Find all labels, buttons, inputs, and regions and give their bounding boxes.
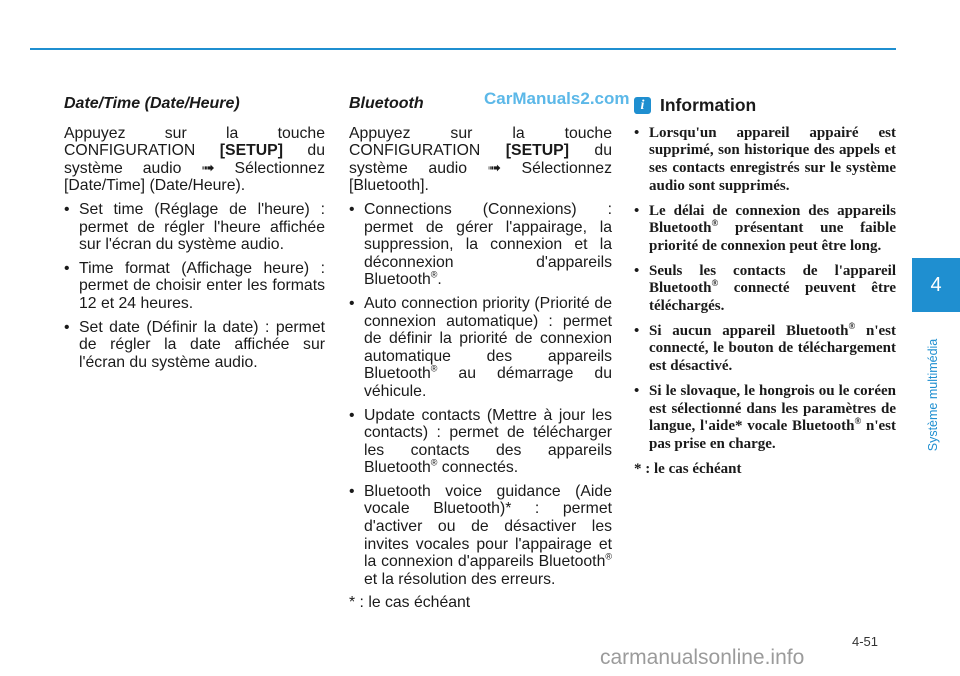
info-header [634, 97, 896, 115]
intro-text: Appuyez sur la touche CONFIGURATION [349, 124, 612, 160]
watermark-bottom: carmanualsonline.info [600, 646, 805, 669]
date-time-section [64, 95, 325, 377]
setup-key-label: [SETUP] [505, 142, 569, 160]
page-number: 4-51 [852, 634, 879, 649]
list-item: • Lorsqu'un appareil appairé est supprimé, son historique des appels et ses contacts enregistrés sur le système audio sont supprimés. [634, 125, 896, 196]
list-item: • Si aucun appareil Bluetooth® n'est connecté, le bouton de téléchargement est désactivé. [634, 323, 896, 376]
option-list [64, 201, 325, 371]
list-item: • Update contacts (Mettre à jour les contacts) : permet de télécharger les contacts des appareils Bluetooth® connectés. [349, 407, 612, 477]
section-heading: Bluetooth [349, 95, 424, 112]
list-item: • Set time (Réglage de l'heure) : permet de régler l'heure affichée sur l'écran du système audio. [64, 201, 325, 254]
footnote: * : le cas échéant [349, 594, 471, 612]
list-item: • Le délai de connexion des appareils Bluetooth® présentant une faible priorité de connexion peut être long. [634, 203, 896, 256]
side-label-text: Système multimédia [926, 338, 940, 452]
info-icon: i [634, 97, 651, 114]
top-rule [30, 48, 896, 50]
intro-paragraph [349, 125, 612, 195]
intro-text: du système audio ➟ Sélectionnez [Date/Time] (Date/Heure). [64, 142, 325, 195]
information-box [634, 95, 896, 478]
chapter-tab: 4 [912, 258, 960, 312]
side-label [924, 320, 942, 470]
info-list [634, 125, 896, 454]
list-item: • Time format (Affichage heure) : permet de choisir enter les formats 12 et 24 heures. [64, 260, 325, 313]
footnote: * : le cas échéant [634, 460, 742, 477]
list-item: • Connections (Connexions) : permet de gérer l'appairage, la suppression, la connexion et la déconnexion d'appareils Bluetooth®. [349, 201, 612, 289]
watermark-top: CarManuals2.com [484, 89, 630, 108]
list-item: • Si le slovaque, le hongrois ou le coréen est sélectionné dans les paramètres de langue, l'aide* vocale Bluetooth® n'est pas prise en charge. [634, 383, 896, 454]
intro-text: Appuyez sur la touche CONFIGURATION [64, 124, 325, 160]
bluetooth-section [349, 95, 612, 612]
list-item: • Set date (Définir la date) : permet de régler la date affichée sur l'écran du système audio. [64, 319, 325, 372]
list-item: • Auto connection priority (Priorité de connexion automatique) : permet de définir la priorité de connexion automatique des appareils Bluetooth® au démarrage du véhicule. [349, 295, 612, 401]
setup-key-label: [SETUP] [219, 142, 283, 160]
list-item: • Bluetooth voice guidance (Aide vocale Bluetooth)* : permet d'activer ou de désactiver les invites vocales pour l'appairage et la connexion d'appareils Bluetooth® et la résolution des erreurs. [349, 483, 612, 589]
intro-text: du système audio ➟ Sélectionnez [Bluetooth]. [349, 142, 612, 195]
section-heading: Date/Time (Date/Heure) [64, 95, 240, 112]
intro-paragraph [64, 125, 325, 195]
info-title: Information [660, 95, 757, 115]
option-list [349, 201, 612, 588]
list-item: • Seuls les contacts de l'appareil Bluetooth® connecté peuvent être téléchargés. [634, 263, 896, 316]
